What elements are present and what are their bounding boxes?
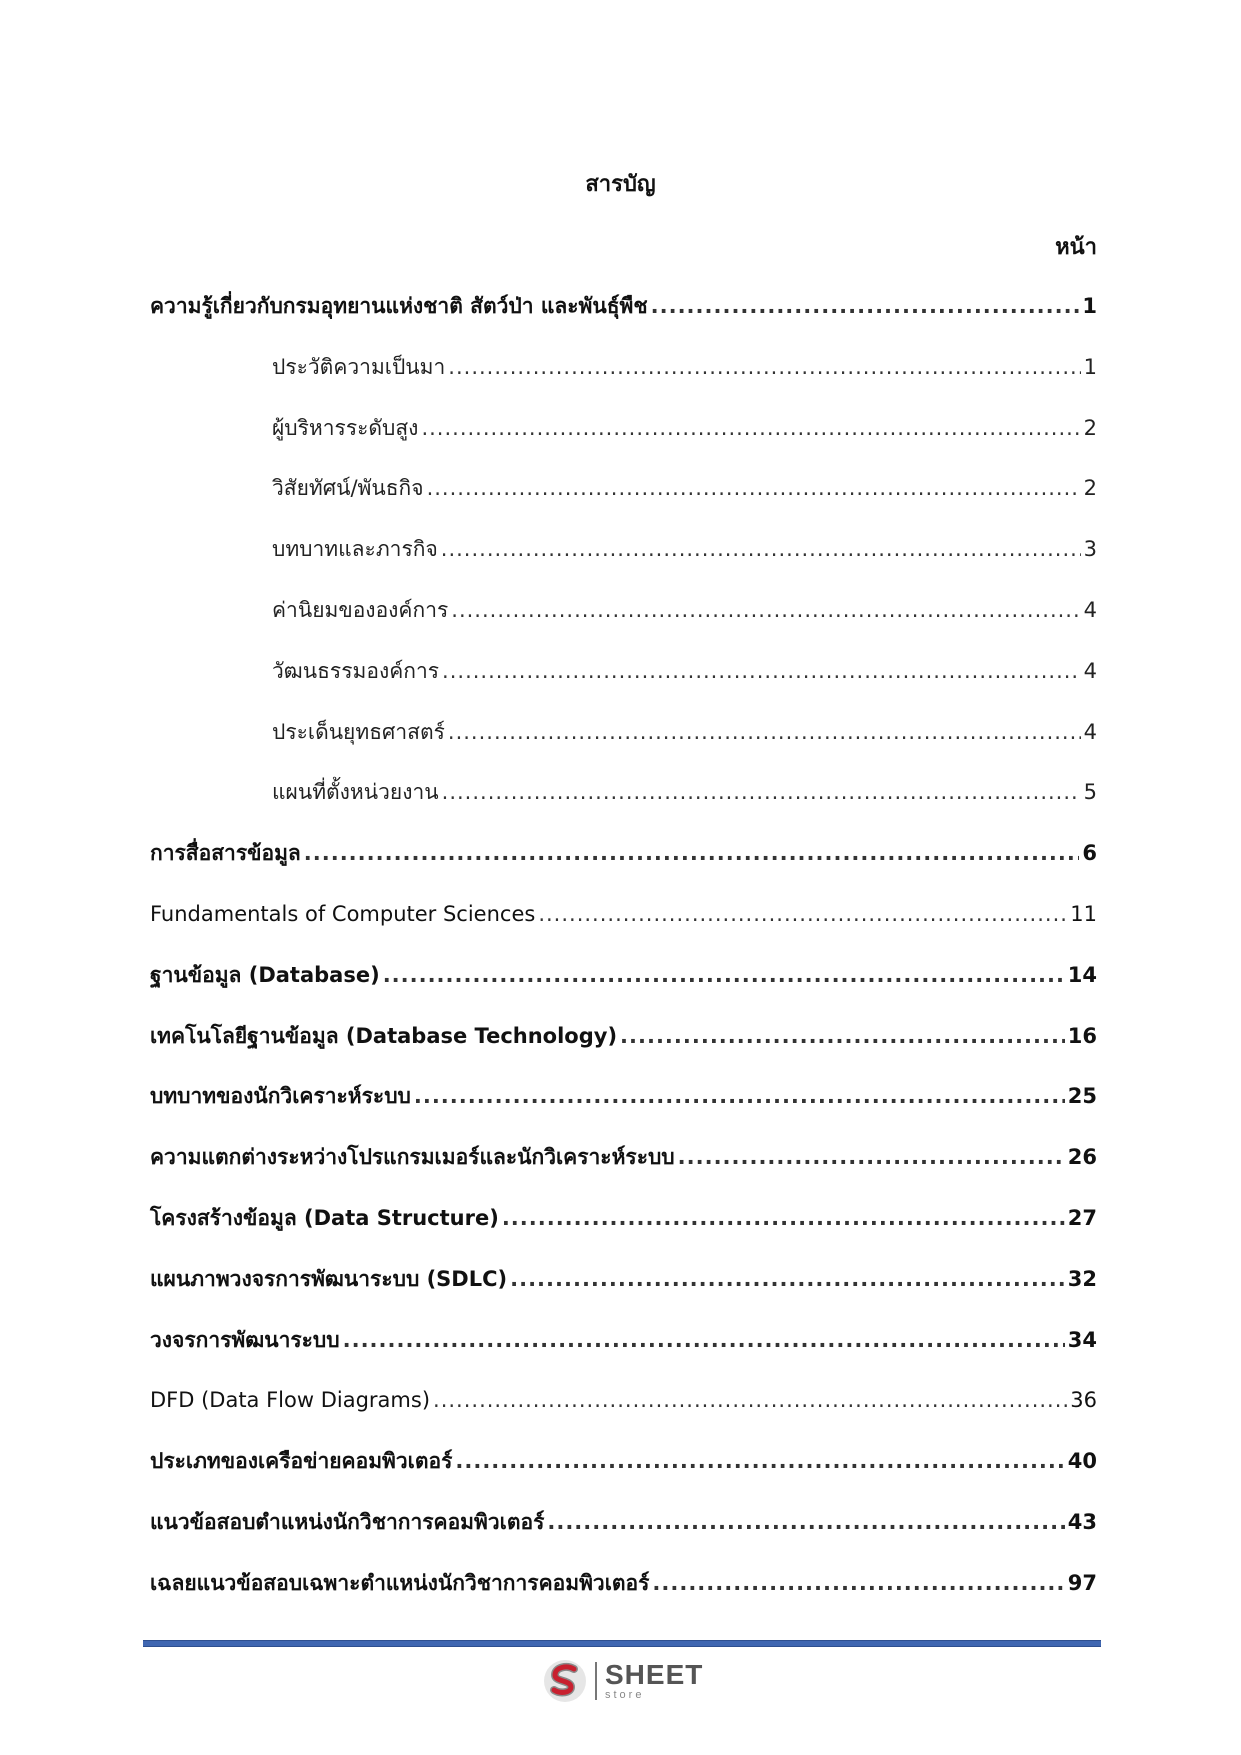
toc-entry-title: แผนภาพวงจรการพัฒนาระบบ (SDLC): [150, 1266, 508, 1291]
toc-subentry: [150, 534, 1097, 595]
toc-entry-page: 11: [1070, 901, 1097, 926]
toc-leader-dots: [448, 352, 1080, 382]
toc-leader-dots: [451, 595, 1080, 625]
toc-entry-page: 4: [1083, 597, 1097, 622]
toc-leader-dots: [304, 838, 1080, 868]
brand-divider: [595, 1662, 597, 1700]
toc-subentry: [150, 473, 1097, 534]
toc-leader-dots: [421, 413, 1080, 443]
toc-subentry: [150, 777, 1097, 838]
toc-entry-title: ความรู้เกี่ยวกับกรมอุทยานแห่งชาติ สัตว์ป่า และพันธุ์พืช: [150, 294, 648, 318]
toc-leader-dots: [547, 1507, 1064, 1537]
toc-entry-page: 26: [1067, 1145, 1097, 1170]
toc-leader-dots: [343, 1325, 1065, 1355]
toc-entry-page: 3: [1083, 537, 1097, 562]
toc-entry-title: โครงสร้างข้อมูล (Data Structure): [150, 1205, 499, 1230]
toc-entry-page: 1: [1082, 294, 1097, 318]
toc-entry-page: 27: [1067, 1205, 1097, 1230]
toc-entry-title: ค่านิยมขององค์การ: [272, 597, 449, 622]
toc-entry-title: DFD (Data Flow Diagrams): [150, 1388, 431, 1413]
toc-leader-dots: [448, 717, 1081, 747]
table-of-contents: [150, 291, 1097, 1629]
toc-leader-dots: [441, 534, 1081, 564]
toc-subentry: [150, 595, 1097, 656]
toc-entry-page: 97: [1067, 1570, 1097, 1595]
toc-entry-title: Fundamentals of Computer Sciences: [150, 901, 536, 926]
toc-entry-page: 14: [1067, 962, 1097, 987]
toc-leader-dots: [651, 291, 1080, 321]
toc-entry-page: 2: [1083, 476, 1097, 501]
footer-brand: [541, 1655, 703, 1707]
toc-entry-title: บทบาทและภารกิจ: [272, 537, 438, 562]
toc-entry: [150, 838, 1097, 899]
toc-leader-dots: [442, 656, 1081, 686]
toc-entry-page: 32: [1067, 1266, 1097, 1291]
toc-entry: [150, 1507, 1097, 1568]
toc-entry-title: ประวัติความเป็นมา: [272, 354, 446, 379]
brand-name: SHEET: [605, 1659, 704, 1690]
toc-entry-title: ประเภทของเครือข่ายคอมพิวเตอร์: [150, 1449, 453, 1474]
toc-entry-page: 40: [1067, 1449, 1097, 1474]
toc-subentry: [150, 352, 1097, 413]
toc-entry-page: 25: [1067, 1084, 1097, 1109]
toc-leader-dots: [414, 1081, 1065, 1111]
toc-entry-title: ฐานข้อมูล (Database): [150, 962, 380, 987]
toc-leader-dots: [442, 777, 1081, 807]
toc-entry-page: 2: [1083, 415, 1097, 440]
toc-entry: [150, 1325, 1097, 1386]
toc-entry-title: แนวข้อสอบตำแหน่งนักวิชาการคอมพิวเตอร์: [150, 1509, 545, 1534]
toc-entry-title: เฉลยแนวข้อสอบเฉพาะตำแหน่งนักวิชาการคอมพิวเตอร์: [150, 1570, 650, 1595]
toc-entry: [150, 1081, 1097, 1142]
toc-leader-dots: [383, 960, 1065, 990]
toc-entry-page: 43: [1067, 1509, 1097, 1534]
toc-leader-dots: [538, 899, 1067, 929]
toc-entry: [150, 1203, 1097, 1264]
toc-entry-page: 6: [1082, 841, 1097, 866]
toc-subentry: [150, 717, 1097, 778]
toc-leader-dots: [502, 1203, 1065, 1233]
toc-entry-title: ความแตกต่างระหว่างโปรแกรมเมอร์และนักวิเคราะห์ระบบ: [150, 1145, 675, 1170]
toc-entry-page: 1: [1083, 354, 1097, 379]
toc-leader-dots: [433, 1385, 1067, 1415]
brand-subtitle: store: [605, 1689, 645, 1701]
toc-entry: [150, 291, 1097, 352]
toc-leader-dots: [652, 1568, 1064, 1598]
toc-entry-page: 4: [1083, 658, 1097, 683]
toc-leader-dots: [455, 1446, 1064, 1476]
toc-entry-title: วิสัยทัศน์/พันธกิจ: [272, 476, 424, 501]
toc-entry-page: 4: [1083, 719, 1097, 744]
toc-subentry: [150, 656, 1097, 717]
toc-entry-title: วัฒนธรรมองค์การ: [272, 658, 440, 683]
sheet-store-logo-icon: [541, 1657, 589, 1705]
toc-entry: [150, 1446, 1097, 1507]
toc-entry-title: แผนที่ตั้งหน่วยงาน: [272, 780, 439, 805]
toc-entry-page: 16: [1067, 1023, 1097, 1048]
toc-entry: [150, 1568, 1097, 1629]
toc-subentry: [150, 413, 1097, 474]
toc-entry-title: ผู้บริหารระดับสูง: [272, 415, 419, 440]
toc-entry-title: วงจรการพัฒนาระบบ: [150, 1327, 340, 1352]
toc-entry-title: บทบาทของนักวิเคราะห์ระบบ: [150, 1084, 411, 1109]
toc-entry-page: 34: [1067, 1327, 1097, 1352]
footer-divider: [143, 1640, 1101, 1647]
toc-entry: [150, 960, 1097, 1021]
toc-entry: [150, 1021, 1097, 1082]
toc-entry-page: 5: [1083, 780, 1097, 805]
toc-entry: [150, 1142, 1097, 1203]
toc-leader-dots: [427, 473, 1081, 503]
toc-entry-title: การสื่อสารข้อมูล: [150, 841, 301, 866]
toc-entry-title: ประเด็นยุทธศาสตร์: [272, 719, 445, 744]
brand-wordmark: [605, 1661, 703, 1701]
toc-entry: [150, 899, 1097, 960]
toc-entry: [150, 1264, 1097, 1325]
document-title: สารบัญ: [585, 172, 656, 197]
toc-entry-page: 36: [1070, 1388, 1097, 1413]
page-column-header: หน้า: [1055, 235, 1097, 260]
toc-leader-dots: [678, 1142, 1065, 1172]
toc-leader-dots: [510, 1264, 1065, 1294]
toc-leader-dots: [620, 1021, 1065, 1051]
toc-entry: [150, 1385, 1097, 1446]
toc-entry-title: เทคโนโลยีฐานข้อมูล (Database Technology): [150, 1023, 618, 1048]
